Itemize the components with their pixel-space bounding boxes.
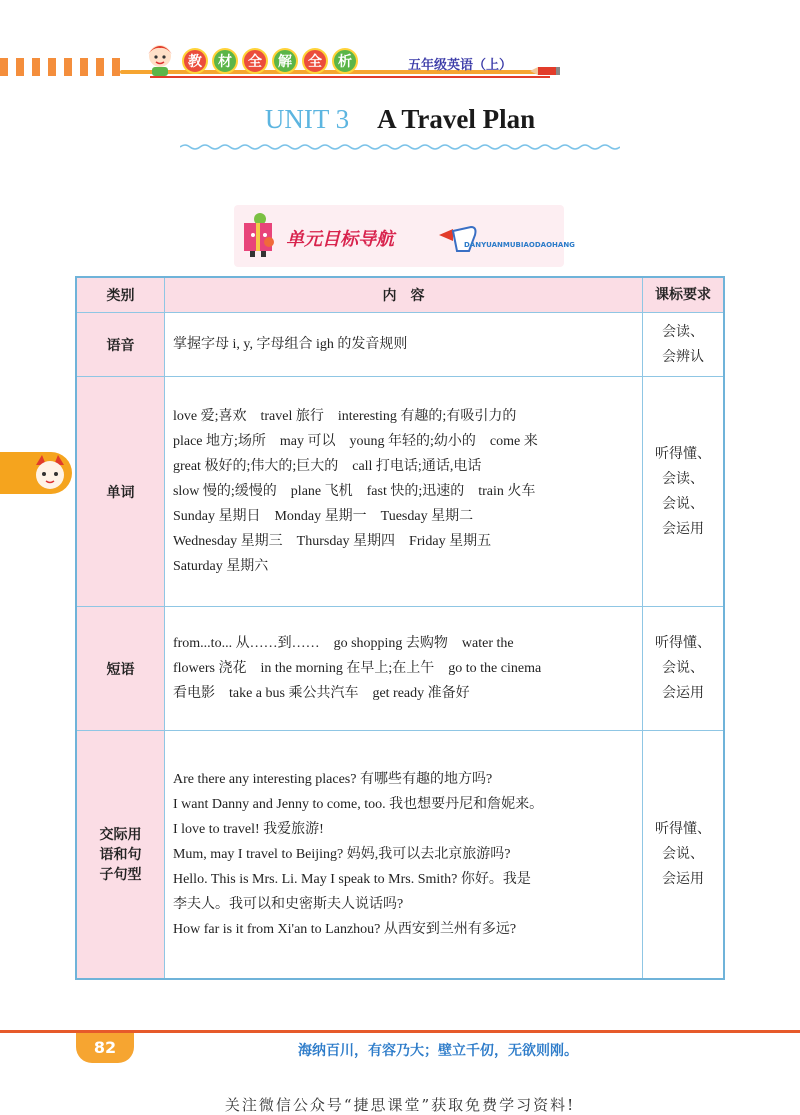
table-row [76, 731, 724, 979]
content-line: I love to travel! 我爱旅游! [172, 821, 324, 837]
content-cell [164, 731, 642, 979]
requirement-line: 会辨认 [662, 348, 705, 365]
requirement-line: 会运用 [662, 870, 705, 887]
table-header-row [76, 277, 724, 313]
requirement-line: 会说、 [662, 845, 705, 862]
content-line: Mum, may I travel to Beijing? 妈妈,我可以去北京旅游吗? [172, 846, 511, 862]
section-banner [234, 205, 575, 267]
content-line: How far is it from Xi'an to Lanzhou? 从西安到兰州有多远? [172, 921, 517, 937]
pointing-hand-icon [439, 221, 479, 255]
banner-label: 单元目标导航 [286, 229, 394, 250]
content-line: 看电影 take a bus 乘公共汽车 get ready 准备好 [172, 686, 470, 701]
requirement-line: 听得懂、 [655, 820, 712, 837]
category-line: 交际用 [99, 827, 142, 844]
footer-motto: 海纳百川，有容乃大；壁立千仞，无欲则刚。 [298, 1043, 578, 1059]
requirement-line: 会说、 [662, 660, 705, 676]
content-line: 掌握字母 i, y, 字母组合 igh 的发音规则 [172, 337, 408, 352]
unit-title [0, 104, 800, 135]
girl-mascot-icon [140, 38, 180, 78]
content-line: flowers 浇花 in the morning 在早上;在上午 go to the cinema [172, 661, 542, 676]
series-char: 材 [212, 48, 238, 74]
column-header-category: 类别 [76, 277, 164, 313]
table-row [76, 377, 724, 607]
requirement-line: 会运用 [662, 685, 705, 701]
content-line: from...to... 从……到…… go shopping 去购物 water the [172, 636, 514, 651]
gift-box-character-icon [240, 213, 276, 257]
content-line: slow 慢的;缓慢的 plane 飞机 fast 快的;迅速的 train 火车 [172, 484, 536, 499]
table-row [76, 607, 724, 731]
requirement-line: 听得懂、 [655, 445, 712, 462]
header-checker-decoration [0, 58, 120, 76]
requirement-line: 会读、 [662, 470, 705, 487]
column-header-requirement: 课标要求 [643, 277, 724, 313]
watermark-text: 关注微信公众号“捷思课堂”获取免费学习资料! [224, 1096, 576, 1114]
series-char: 解 [272, 48, 298, 74]
requirement-line: 听得懂、 [655, 635, 712, 651]
content-line: love 爱;喜欢 travel 旅行 interesting 有趣的;有吸引力的 [172, 409, 517, 424]
content-line: 李夫人。我可以和史密斯夫人说话吗? [172, 896, 404, 912]
requirement-cell [643, 377, 724, 607]
content-line: I want Danny and Jenny to come, too. 我也想要丹尼和詹妮来。 [172, 796, 544, 812]
series-char: 析 [332, 48, 358, 74]
unit-number: UNIT 3 [264, 104, 350, 134]
unit-name: A Travel Plan [377, 104, 536, 134]
content-cell [164, 607, 642, 731]
category-line: 语和句 [99, 847, 142, 864]
content-line: Are there any interesting places? 有哪些有趣的地方吗? [172, 771, 493, 787]
content-cell [164, 377, 642, 607]
series-char: 全 [242, 48, 268, 74]
requirement-cell [643, 313, 724, 377]
title-wave-decoration [180, 143, 620, 151]
category-cell: 单词 [76, 377, 164, 607]
requirement-cell [643, 607, 724, 731]
content-cell [164, 313, 642, 377]
unit-goals-table [75, 276, 725, 980]
content-line: Saturday 星期六 [172, 559, 269, 574]
requirement-line: 会读、 [662, 323, 705, 340]
column-header-content: 内 容 [164, 277, 642, 313]
content-line: Sunday 星期日 Monday 星期一 Tuesday 星期二 [172, 509, 474, 524]
content-line: Wednesday 星期三 Thursday 星期四 Friday 星期五 [172, 534, 492, 549]
banner-pinyin: DANYUANMUBIAODAOHANG [464, 241, 575, 249]
cat-face-icon [32, 455, 68, 491]
pencil-icon [530, 66, 560, 76]
banner-background [234, 205, 564, 267]
requirement-cell [643, 731, 724, 979]
page-number: 82 [76, 1033, 134, 1063]
series-title [182, 48, 358, 74]
content-line: place 地方;场所 may 可以 young 年轻的;幼小的 come 来 [172, 434, 538, 449]
series-char: 教 [182, 48, 208, 74]
header-rule-thin [150, 76, 550, 78]
requirement-line: 会说、 [662, 495, 705, 512]
category-cell: 短语 [76, 607, 164, 731]
table-row [76, 313, 724, 377]
category-cell: 语音 [76, 313, 164, 377]
requirement-line: 会运用 [662, 520, 705, 537]
category-cell [76, 731, 164, 979]
content-line: Hello. This is Mrs. Li. May I speak to Mrs. Smith? 你好。我是 [172, 871, 531, 887]
category-line: 子句型 [99, 867, 142, 884]
series-char: 全 [302, 48, 328, 74]
grade-label: 五年级英语（上） [408, 58, 513, 73]
content-line: great 极好的;伟大的;巨大的 call 打电话;通话,电话 [172, 459, 482, 474]
